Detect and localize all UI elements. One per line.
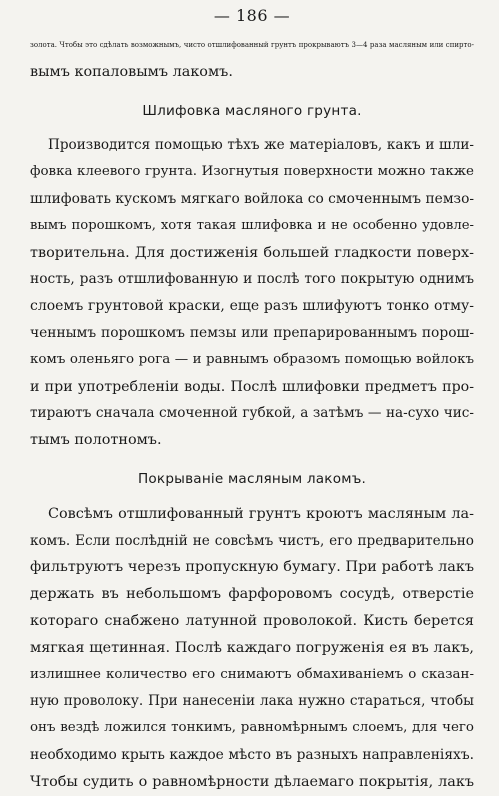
section-heading: Шлифовка масляного грунта.: [142, 102, 362, 119]
text-line: и при употребленіи воды. Послѣ шлифовки предметъ про-: [30, 378, 474, 395]
text-line: вымъ порошкомъ, хотя такая шлифовка и не особенно удовле-: [30, 217, 474, 233]
paragraph-3: [30, 501, 474, 796]
text-line: тымъ полотномъ.: [30, 432, 162, 449]
text-line: излишнее количество его снимаютъ обмахиваніемъ о сказан-: [30, 666, 474, 682]
text-line: онъ вездѣ ложился тонкимъ, равномѣрнымъ слоемъ, для чего: [30, 720, 474, 736]
text-line: Производится помощью тѣхъ же матеріаловъ, какъ и шли-: [48, 137, 474, 154]
text-line: котораго снабжено латунной проволокой. Кисть берется: [30, 612, 474, 629]
text-line: необходимо крыть каждое мѣсто въ разныхъ направленіяхъ.: [30, 746, 474, 763]
page-number: — 186 —: [213, 6, 291, 25]
text-line: золота. Чтобы это сдѣлать возможнымъ, чисто отшлифованный грунтъ прокрываютъ 3—4 раза масляным или спирто-: [30, 41, 474, 49]
text-line: держать въ небольшомъ фарфоровомъ сосудѣ, отверстіе: [30, 586, 474, 603]
text-line: мягкая щетинная. Послѣ каждаго погруженія ея въ лакъ,: [30, 639, 474, 656]
paragraph-2: [30, 132, 474, 454]
text-line: фильтруютъ черезъ пропускную бумагу. При работѣ лакъ: [30, 559, 474, 576]
text-line: шлифовать кускомъ мягкаго войлока со смоченнымъ пемзо-: [30, 190, 475, 207]
text-line: ность, разъ отшлифованную и послѣ того покрытую однимъ: [30, 271, 474, 288]
text-line: слоемъ грунтовой краски, еще разъ шлифуютъ тонко отму-: [30, 298, 474, 315]
text-line: ную проволоку. При нанесеніи лака нужно стараться, чтобы: [30, 693, 474, 710]
paragraph-1: [30, 32, 474, 86]
text-line: творительна. Для достиженія большей гладкости поверх-: [30, 244, 474, 261]
text-line: комъ. Если послѣдній не совсѣмъ чистъ, его предварительно: [30, 532, 474, 549]
text-line: тираютъ сначала смоченной губкой, а затѣмъ — на-сухо чис-: [30, 405, 474, 422]
text-line: комъ оленьяго рога — и равнымъ образомъ помощью войлокъ: [30, 351, 474, 367]
text-line: фовка клеевого грунта. Изогнутыя поверхности можно также: [30, 164, 474, 180]
section-heading: Покрываніе масляным лакомъ.: [137, 470, 367, 487]
text-line: ченнымъ порошкомъ пемзы или препарированнымъ порош-: [30, 324, 474, 341]
text-line: Совсѣмъ отшлифованный грунтъ кроютъ масляным ла-: [48, 505, 474, 522]
text-line: Чтобы судить о равномѣрности дѣлаемаго покрытія, лакъ: [30, 773, 474, 790]
book-page: [30, 6, 475, 790]
text-line: вымъ копаловымъ лакомъ.: [30, 63, 233, 80]
